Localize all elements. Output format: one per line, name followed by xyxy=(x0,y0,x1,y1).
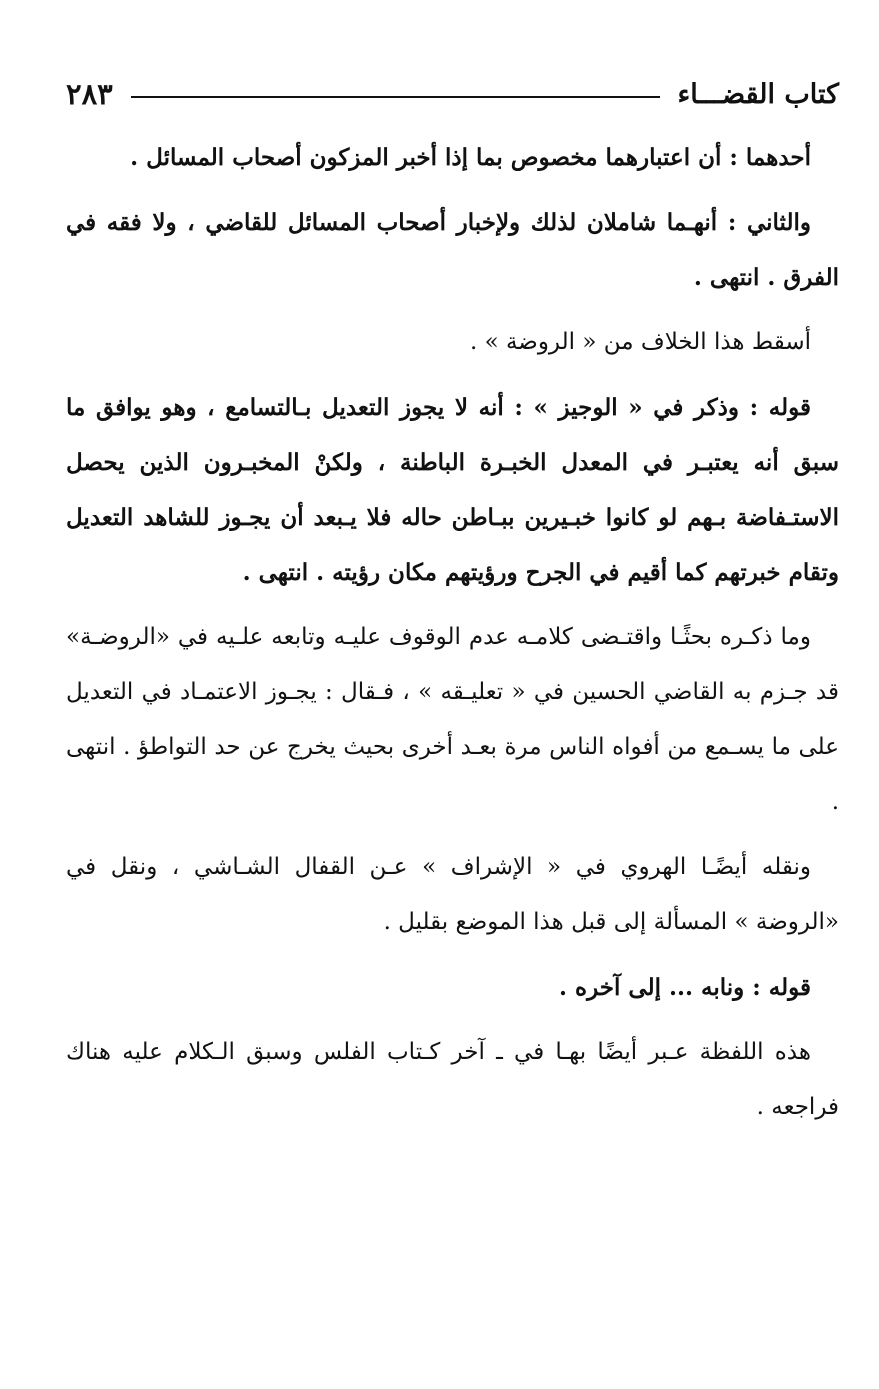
paragraph-wajiz-quote: قوله : وذكر في « الوجيز » : أنه لا يجوز التعديل بـالتسامع ، وهو يوافق ما سبق أنه يعتبـر في المعدل الخبـرة الباطنة ، ولكنْ المخبـرون الذين يحصل الاستـفاضة بـهم لو كانوا خبـيرين ببـاطن حاله فلا يـبعد أن يجـوز للشاهد التعديل وتقام خبرتهم كما أقيم في الجرح ورؤيتهم مكان رؤيته . انتهى . xyxy=(66,394,839,586)
paragraph-closing: هذه اللفظة عـبر أيضًا بهـا في ـ آخر كـتاب الفلس وسبق الـكلام عليه هناك فراجعه . xyxy=(66,1039,839,1120)
page-header xyxy=(66,72,839,116)
paragraph-nabah-quote: قوله : ونابه ... إلى آخره . xyxy=(559,974,811,1001)
body-text xyxy=(66,130,839,1135)
page-number: ٢٨٣ xyxy=(66,77,113,111)
paragraph-second-opinion: والثاني : أنهـما شاملان لذلك ولإخبار أصحاب المسائل للقاضي ، ولا فقه في الفرق . انتهى . xyxy=(66,209,839,291)
running-title: كتاب القضـــاء xyxy=(677,78,839,110)
paragraph-harawi: ونقله أيضًـا الهروي في « الإشراف » عـن القفال الشـاشي ، ونقل في «الروضة » المسألة إلى قبل هذا الموضع بقليل . xyxy=(66,854,839,935)
paragraph-first-opinion: أحدهما : أن اعتبارهما مخصوص بما إذا أخبر المزكون أصحاب المسائل . xyxy=(130,144,811,171)
paragraph-commentary: وما ذكـره بحثًـا واقتـضى كلامـه عدم الوقوف عليـه وتابعه علـيه في «الروضـة» قد جـزم به القاضي الحسين في « تعليـقه » ، فـقال : يجـوز الاعتمـاد في التعديل على ما يسـمع من أفواه الناس مرة بعـد أخرى بحيث يخرج عن حد التواطؤ . انتهى . xyxy=(66,624,839,815)
paragraph-rawda-note: أسقط هذا الخلاف من « الروضة » . xyxy=(469,329,811,355)
header-rule xyxy=(131,96,660,98)
